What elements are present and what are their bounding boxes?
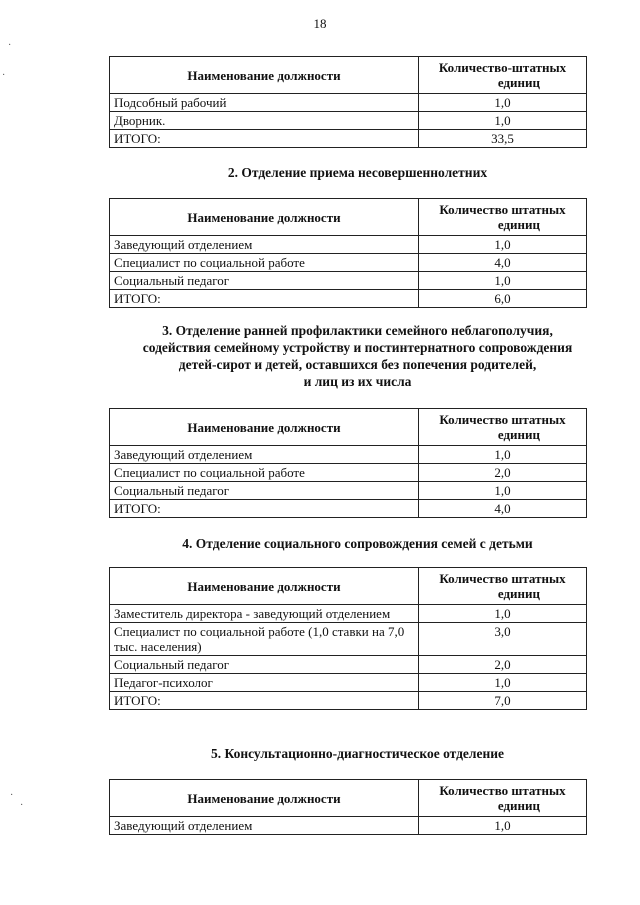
column-header-qty-line2: единиц [497,427,540,442]
staff-count: 1,0 [419,605,587,623]
section-title-5: 5. Консультационно-диагностическое отделение [210,746,505,761]
position-name: Специалист по социальной работе [110,254,419,272]
staff-count: 1,0 [419,112,587,130]
total-label: ИТОГО: [110,290,419,308]
staff-count: 4,0 [419,254,587,272]
staff-table-3 [109,408,587,518]
total-label: ИТОГО: [110,692,419,710]
total-row [110,692,587,710]
table-row [110,464,587,482]
staff-table-2 [109,198,587,308]
staff-table-1 [109,56,587,148]
table-header-row [110,780,587,817]
position-name: Социальный педагог [110,482,419,500]
staff-table-5 [109,779,587,835]
staff-count: 1,0 [419,446,587,464]
column-header-qty-line1: Количество-штатных [438,60,567,75]
position-name: Специалист по социальной работе (1,0 ставки на 7,0 тыс. населения) [110,623,419,656]
section-title-line: и лиц из их числа [303,374,412,389]
staff-count: 1,0 [419,272,587,290]
column-header-qty-line2: единиц [497,217,540,232]
table-row [110,674,587,692]
column-header-qty [419,568,587,605]
page-number: 18 [313,16,327,31]
total-row [110,290,587,308]
table-row [110,112,587,130]
staff-count: 1,0 [419,236,587,254]
staff-count: 1,0 [419,94,587,112]
column-header-qty [419,199,587,236]
column-header-qty-line2: единиц [497,75,540,90]
position-name: Заместитель директора - заведующий отделением [110,605,419,623]
section-title-4: 4. Отделение социального сопровождения семей с детьми [182,536,533,551]
table-row [110,482,587,500]
total-count: 4,0 [419,500,587,518]
position-name: Специалист по социальной работе [110,464,419,482]
staff-count: 2,0 [419,656,587,674]
column-header-qty-line1: Количество штатных [439,412,566,427]
column-header-name: Наименование должности [110,780,419,817]
position-name: Заведующий отделением [110,446,419,464]
column-header-qty-line2: единиц [497,798,540,813]
staff-count: 3,0 [419,623,587,656]
table-row [110,605,587,623]
column-header-qty [419,409,587,446]
section-title-2: 2. Отделение приема несовершеннолетних [227,165,488,180]
table-row [110,656,587,674]
total-label: ИТОГО: [110,130,419,148]
column-header-qty [419,780,587,817]
column-header-name: Наименование должности [110,409,419,446]
total-label: ИТОГО: [110,500,419,518]
column-header-name: Наименование должности [110,57,419,94]
table-row [110,623,587,656]
table-row [110,236,587,254]
scan-speck: · [8,40,12,51]
table-header-row [110,409,587,446]
section-title-line: содействия семейному устройству и постинтернатного сопровождения [142,340,573,355]
table-row [110,254,587,272]
staff-count: 1,0 [419,482,587,500]
total-count: 6,0 [419,290,587,308]
column-header-qty-line2: единиц [497,586,540,601]
staff-table-4 [109,567,587,710]
column-header-name: Наименование должности [110,568,419,605]
position-name: Социальный педагог [110,272,419,290]
total-row [110,130,587,148]
position-name: Подсобный рабочий [110,94,419,112]
position-name: Дворник. [110,112,419,130]
table-row [110,94,587,112]
position-name: Социальный педагог [110,656,419,674]
staff-count: 1,0 [419,674,587,692]
column-header-qty-line1: Количество штатных [439,571,566,586]
table-header-row [110,57,587,94]
position-name: Педагог-психолог [110,674,419,692]
table-header-row [110,568,587,605]
position-name: Заведующий отделением [110,817,419,835]
total-count: 7,0 [419,692,587,710]
scan-speck: · [10,790,14,801]
staff-count: 2,0 [419,464,587,482]
staff-count: 1,0 [419,817,587,835]
table-header-row [110,199,587,236]
column-header-name: Наименование должности [110,199,419,236]
total-row [110,500,587,518]
column-header-qty [419,57,587,94]
table-row [110,817,587,835]
table-row [110,446,587,464]
table-row [110,272,587,290]
scan-speck: · [20,800,24,811]
section-title-3 [105,322,610,390]
scan-speck: · [2,70,6,81]
position-name: Заведующий отделением [110,236,419,254]
column-header-qty-line1: Количество штатных [439,202,566,217]
section-title-line: детей-сирот и детей, оставшихся без попечения родителей, [178,357,537,372]
total-count: 33,5 [419,130,587,148]
column-header-qty-line1: Количество штатных [439,783,566,798]
section-title-line: 3. Отделение ранней профилактики семейного неблагополучия, [162,323,553,338]
